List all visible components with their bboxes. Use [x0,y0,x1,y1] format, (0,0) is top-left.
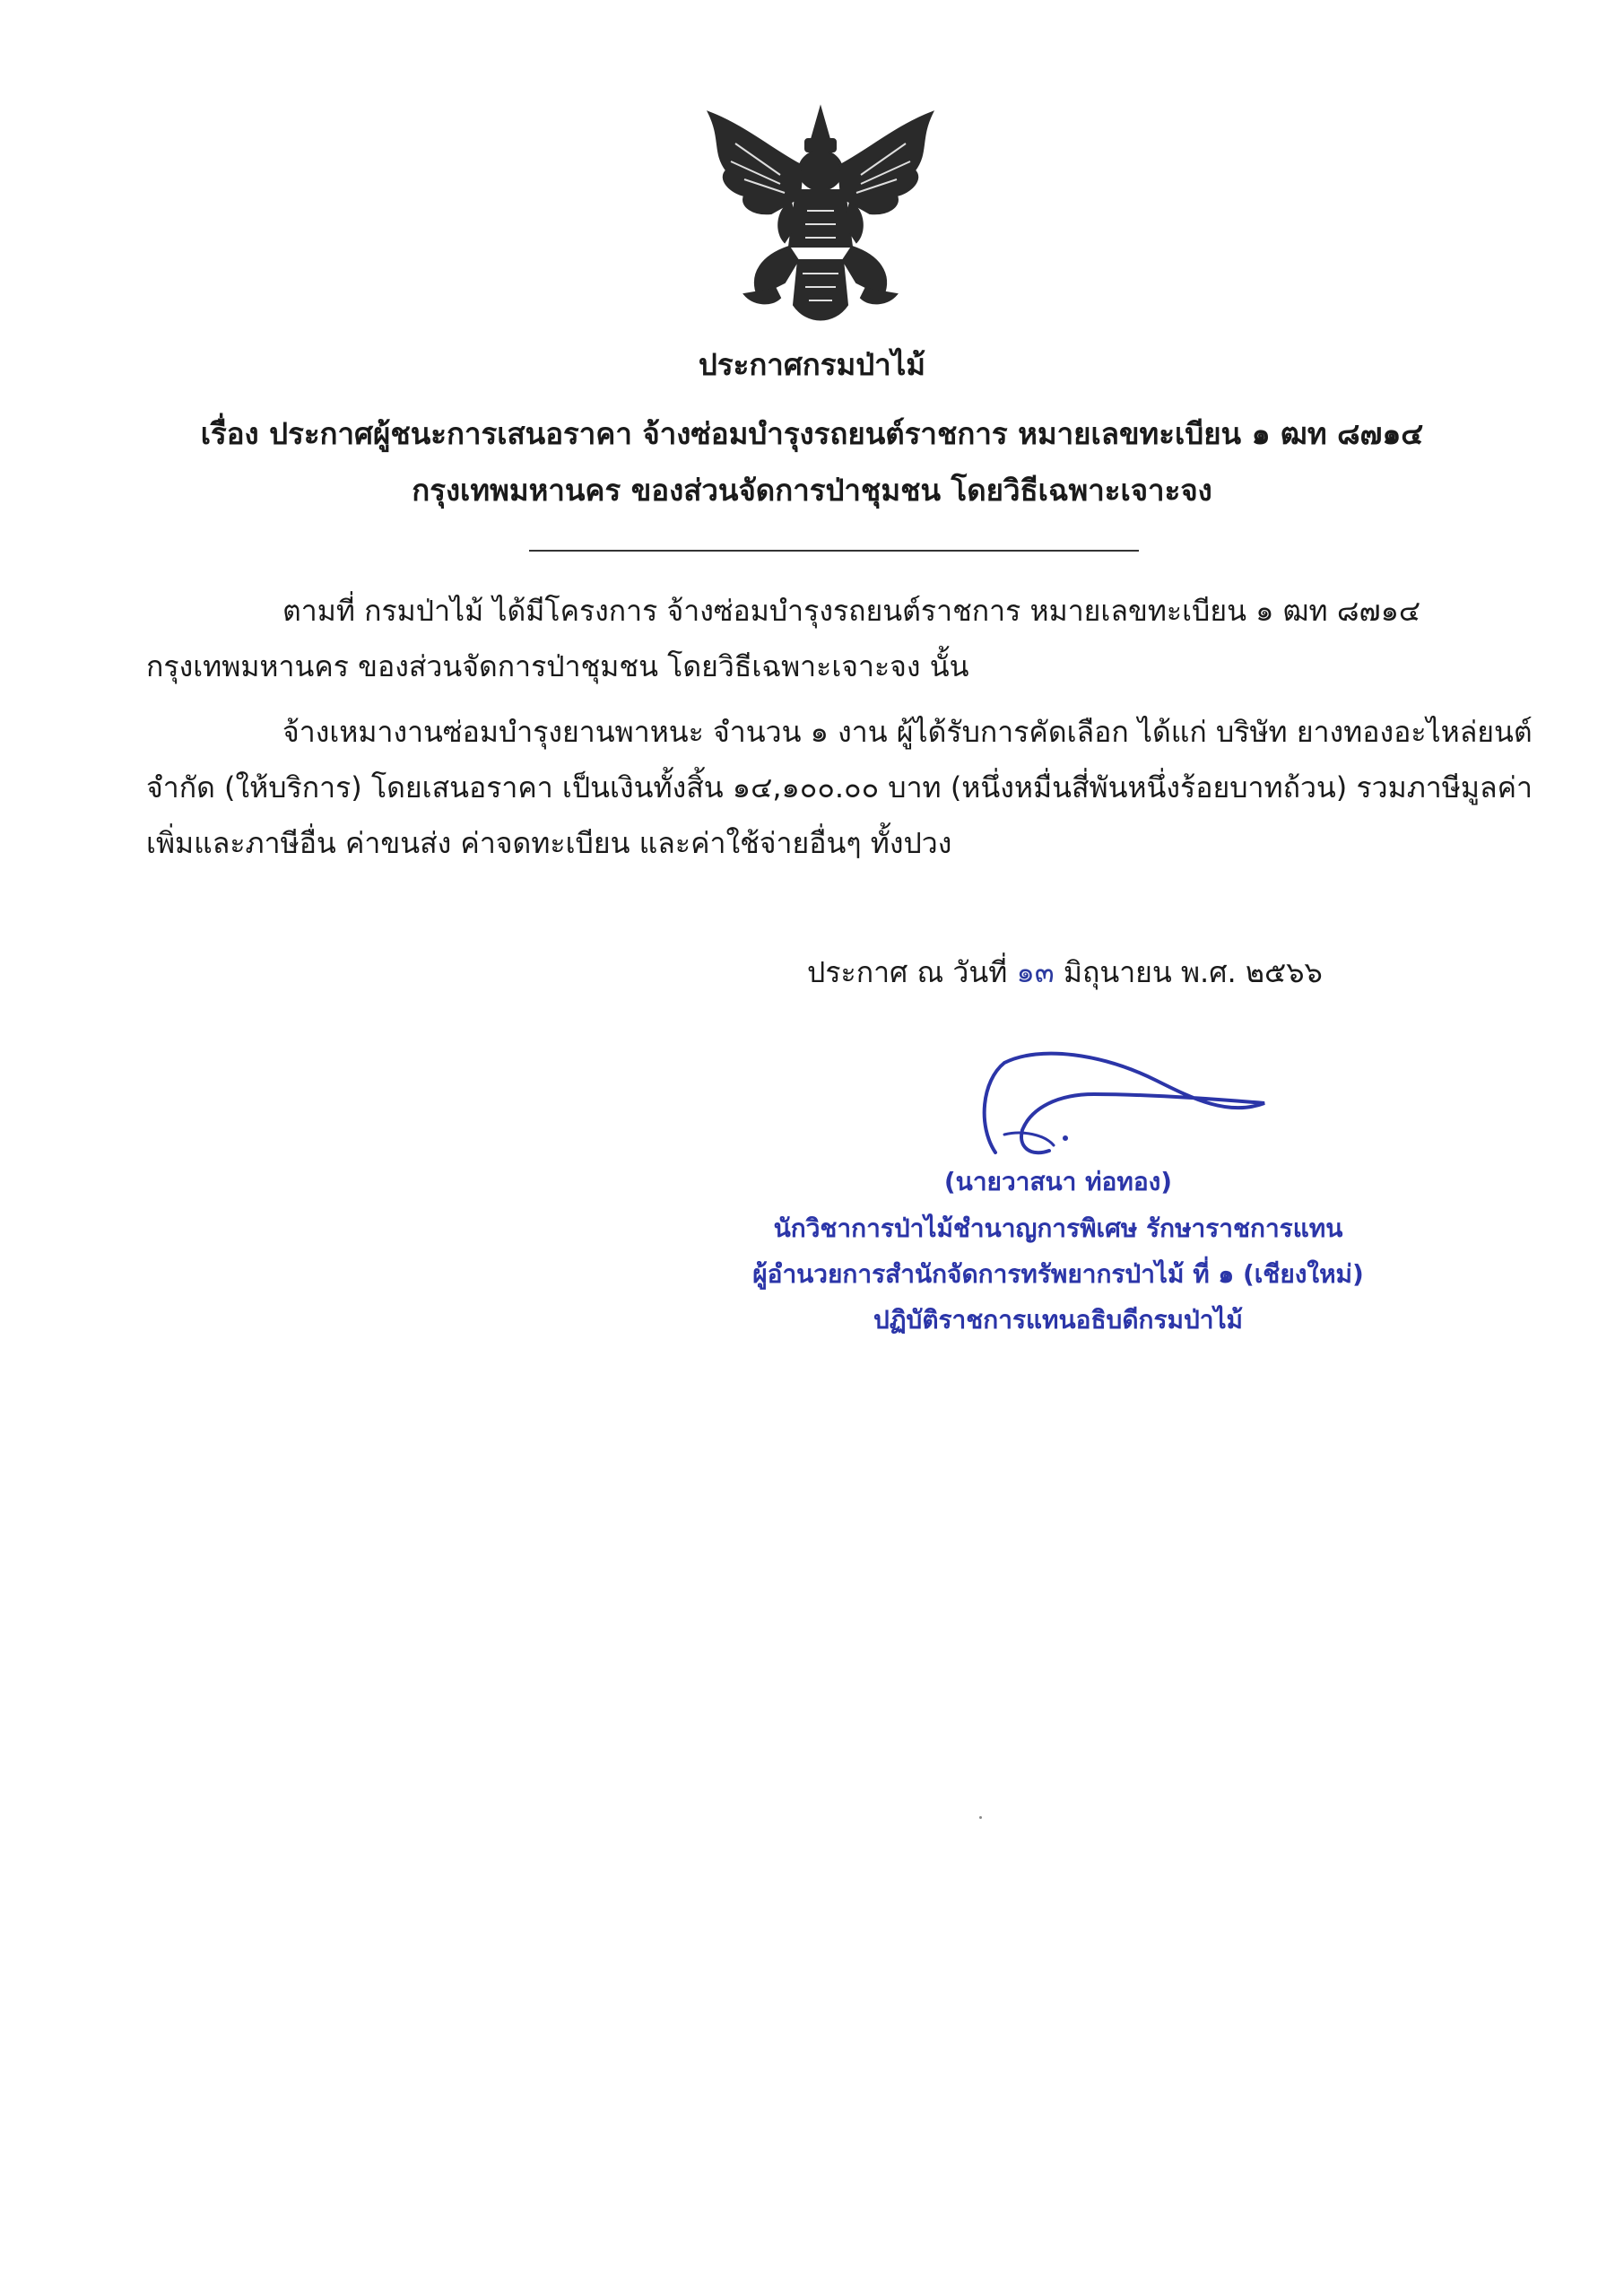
subject-line-2: กรุงเทพมหานคร ของส่วนจัดการป่าชุมชน โดยวิธีเฉพาะเจาะจง [412,473,1212,508]
paragraph-1-line-2: กรุงเทพมหานคร ของส่วนจัดการป่าชุมชน โดยวิธีเฉพาะเจาะจง นั้น [146,649,969,683]
garuda-emblem-icon [690,90,951,341]
date-prefix: ประกาศ ณ วันที่ [807,955,1008,989]
date-month-year: มิถุนายน พ.ศ. ๒๕๖๖ [1063,955,1323,989]
signatory-position-2: ผู้อำนวยการสำนักจัดการทรัพยากรป่าไม้ ที่ ๑ (เชียงใหม่) [752,1259,1364,1289]
signatory-position-1: นักวิชาการป่าไม้ชำนาญการพิเศษ รักษาราชการแทน [773,1213,1343,1243]
signatory-position-3: ปฏิบัติราชการแทนอธิบดีกรมป่าไม้ [873,1305,1243,1335]
heading-divider [529,550,1139,552]
scan-speck [979,1816,982,1819]
paragraph-1-line-1: ตามที่ กรมป่าไม้ ได้มีโครงการ จ้างซ่อมบำรุงรถยนต์ราชการ หมายเลขทะเบียน ๑ ฒท ๘๗๑๔ [282,594,1421,628]
paragraph-2-line-2: จำกัด (ให้บริการ) โดยเสนอราคา เป็นเงินทั้งสิ้น ๑๔,๑๐๐.๐๐ บาท (หนึ่งหมื่นสี่พันหนึ่งร้อยบาทถ้วน) รวมภาษีมูลค่า [146,770,1533,804]
paragraph-2-line-1: จ้างเหมางานซ่อมบำรุงยานพาหนะ จำนวน ๑ งาน ผู้ได้รับการคัดเลือก ได้แก่ บริษัท ยางทองอะไหล่ยนต์ [282,715,1533,749]
date-day: ๑๓ [1016,955,1055,989]
announcement-date [807,952,1323,993]
agency-title: ประกาศกรมป่าไม้ [698,347,926,382]
paragraph-2-line-3: เพิ่มและภาษีอื่น ค่าขนส่ง ค่าจดทะเบียน และค่าใช้จ่ายอื่นๆ ทั้งปวง [146,826,952,860]
subject-line-1: เรื่อง ประกาศผู้ชนะการเสนอราคา จ้างซ่อมบำรุงรถยนต์ราชการ หมายเลขทะเบียน ๑ ฒท ๘๗๑๔ [200,416,1424,451]
signatory-name: (นายวาสนา ท่อทอง) [943,1167,1173,1196]
handwritten-signature-icon [968,1045,1291,1170]
